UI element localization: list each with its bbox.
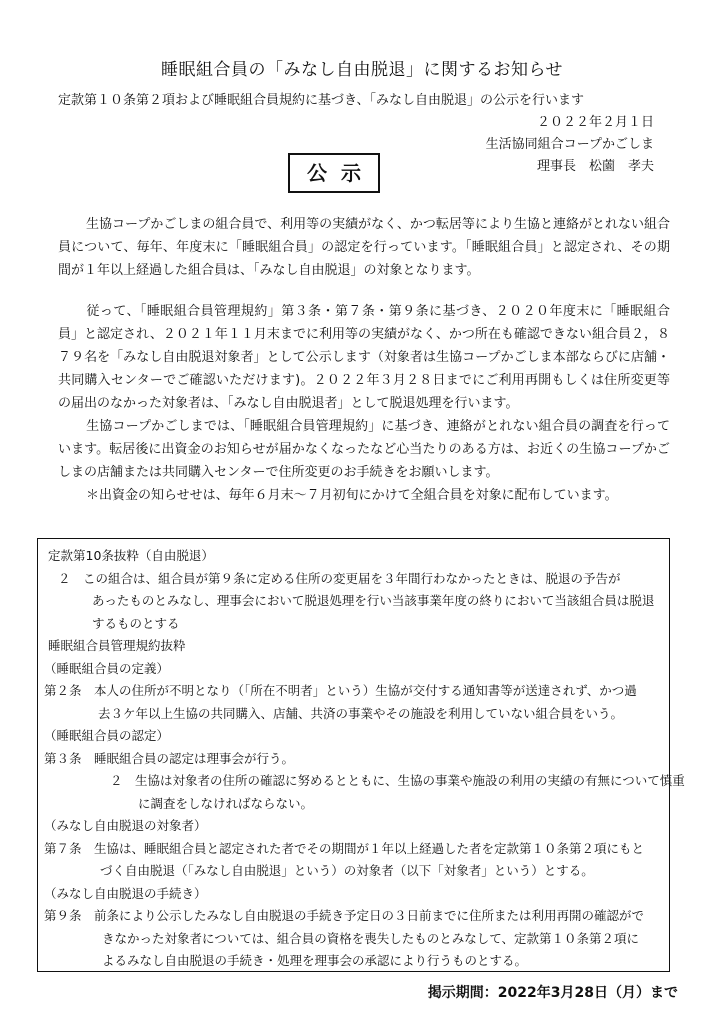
excerpt-line: ２ この組合は、組合員が第９条に定める住所の変更届を３年間行わなかったときは、脱退の予告が [58,570,621,586]
excerpt-line: ２ 生協は対象者の住所の確認に努めるとともに、生協の事業や施設の利用の実績の有無について慎重 [110,773,685,788]
paragraph [58,300,670,415]
excerpt-heading: 睡眠組合員管理規約抜粋 [48,638,186,653]
paragraph [58,213,670,282]
paragraph [58,484,670,507]
excerpt-line: 第９条 前条により公示したみなし自由脱退の手続き予定日の３日前までに住所または利用再開の確認がで [44,908,645,923]
paragraph-text: 従って、「睡眠組合員管理規約」第３条・第７条・第９条に基づき、２０２０年度末に「睡眠組合員」と認定され、２０２１年１１月末までに利用等の実績がなく、かつ所在も確認できない組合員２，８７９名を「みなし自由脱退対象者」として公示します（対象者は生協コープかごしま本部ならびに店舗・共同購入センターでご確認いただけます)。２０２２年３月２８日までにご利用再開もしくは住所変更等の届出のなかった対象者は、「みなし自由脱退者」として脱退処理を行います。 [58,304,670,411]
excerpt-line: づく自由脱退（「みなし自由脱退」という）の対象者（以下「対象者」という）とする。 [100,863,594,878]
excerpt-line: 去３ケ年以上生協の共同購入、店舗、共済の事業やその施設を利用していない組合員をいう。 [98,705,624,721]
excerpt-line: よるみなし自由脱退の手続き・処理を理事会の承認により行うものとする。 [102,953,528,968]
excerpt-subheading: （みなし自由脱退の対象者） [44,818,207,833]
regulation-excerpt-box [37,538,685,972]
notice-title: 睡眠組合員の「みなし自由脱退」に関するお知らせ [161,60,563,80]
organization-name: 生活協同組合コープかごしま [485,137,654,152]
paragraph-text: ＊出資金の知らせせは、毎年６月末～７月初旬にかけて全組合員を対象に配布しています。 [86,488,618,503]
excerpt-line: 第７条 生協は、睡眠組合員と認定された者でその期間が１年以上経過した者を定款第１０条第２項にもと [44,840,645,856]
paragraph-text: 生協コープかごしまでは、「睡眠組合員管理規約」に基づき、連絡がとれない組合員の調査を行っています。転居後に出資金のお知らせが届かなくなったなど心当たりのある方は、お近くの生協コープかごしまの店舗または共同購入センターで住所変更のお手続きをお願いします。 [58,419,670,480]
excerpt-subheading: （みなし自由脱退の手続き） [44,885,207,901]
excerpt-line: するものとする [92,615,180,631]
excerpt-line: 第２条 本人の住所が不明となり（「所在不明者」という）生協が交付する通知書等が送達されず、かつ過 [44,683,637,698]
issuer-block [486,112,654,178]
excerpt-line: あったものとみなし、理事会において脱退処理を行い当該事業年度の終りにおいて当該組合員は脱退 [92,593,655,608]
excerpt-line: 第３条 睡眠組合員の認定は理事会が行う。 [44,750,295,766]
excerpt-subheading: （睡眠組合員の認定） [44,728,170,743]
posting-period: 掲示期間：2022年3月28日（月）まで [427,985,678,1001]
paragraph [58,415,670,484]
notice-body [58,213,670,507]
intro-line: 定款第１０条第２項および睡眠組合員規約に基づき、「みなし自由脱退」の公示を行います [58,93,584,108]
issue-date: ２０２２年２月１日 [536,115,654,130]
excerpt-line: きなかった対象者については、組合員の資格を喪失したものとみなして、定款第１０条第２項に [102,930,640,946]
excerpt-heading: 定款第10条抜粋（自由脱退） [48,548,214,563]
excerpt-subheading: （睡眠組合員の定義） [44,660,170,676]
excerpt-line: に調査をしなければならない。 [138,795,314,811]
paragraph-text: 生協コープかごしまの組合員で、利用等の実績がなく、かつ転居等により生協と連絡がとれない組合員について、毎年、年度末に「睡眠組合員」の認定を行っています。「睡眠組合員」と認定され、その期間が１年以上経過した組合員は、「みなし自由脱退」の対象となります。 [58,217,670,278]
chairman-name: 理事長 松薗 孝夫 [536,159,654,174]
public-notice-stamp: 公示 [288,153,380,193]
